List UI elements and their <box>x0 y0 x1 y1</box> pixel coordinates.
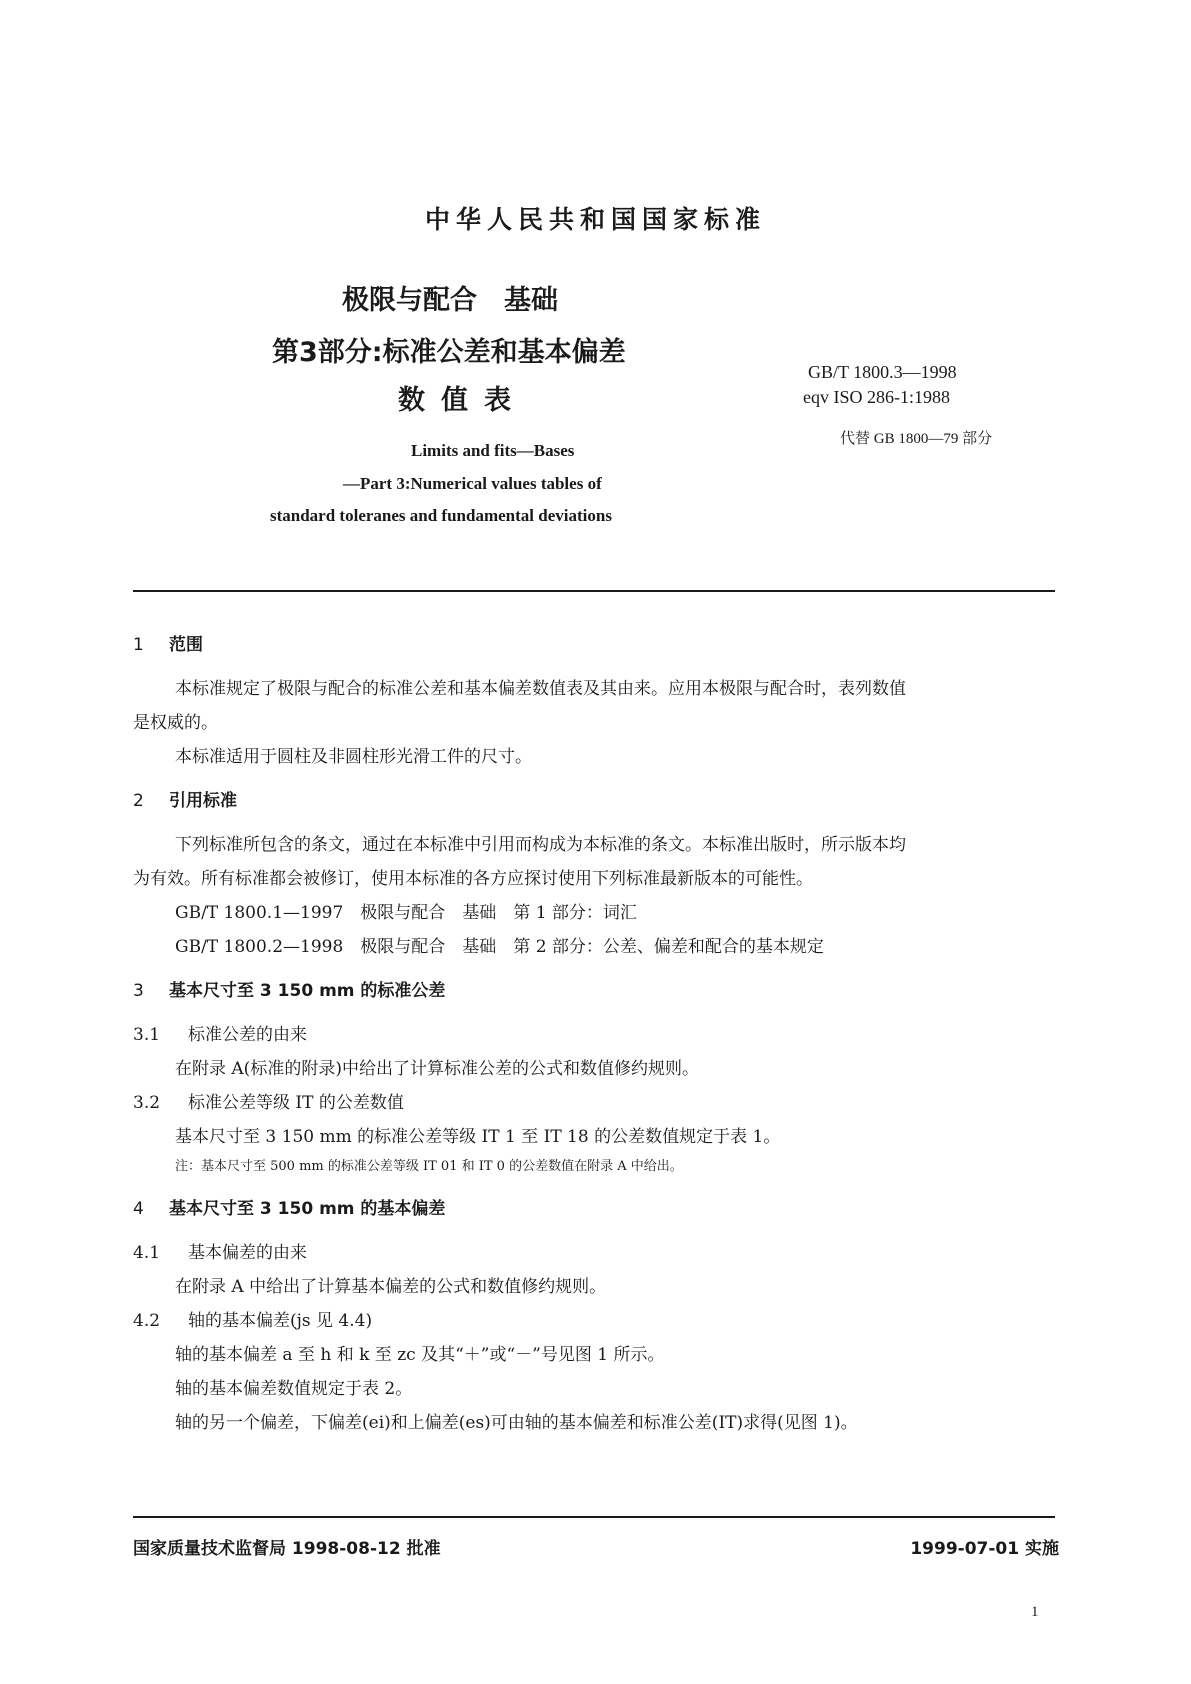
section-number: 1 <box>133 635 144 655</box>
section-2-heading <box>133 786 237 811</box>
national-standard-title: 中华人民共和国国家标准 <box>424 205 766 234</box>
section-4-heading <box>133 1194 445 1219</box>
paragraph: 在附录 A 中给出了计算基本偏差的公式和数值修约规则。 <box>175 1277 607 1297</box>
reference-item: GB/T 1800.2—1998 极限与配合 基础 第 2 部分：公差、偏差和配合的基本规定 <box>175 937 824 957</box>
paragraph: 基本尺寸至 3 150 mm 的标准公差等级 IT 1 至 IT 18 的公差数值规定于表 1。 <box>175 1127 781 1147</box>
subsection-number: 3.2 <box>133 1093 161 1113</box>
section-title: 引用标准 <box>169 791 237 811</box>
subsection-3-1-heading <box>133 1020 307 1045</box>
title-line-2: 第3部分:标准公差和基本偏差 <box>272 337 626 368</box>
effective-date: 1999-07-01 实施 <box>910 1539 1059 1559</box>
subsection-number: 4.2 <box>133 1311 161 1331</box>
standard-code: GB/T 1800.3—1998 <box>808 362 957 382</box>
title-line-3: 数值表 <box>398 385 527 416</box>
subsection-title: 标准公差的由来 <box>188 1025 307 1045</box>
standard-eqv: eqv ISO 286-1:1988 <box>803 387 950 407</box>
subsection-title: 标准公差等级 IT 的公差数值 <box>188 1093 404 1113</box>
paragraph: 轴的基本偏差数值规定于表 2。 <box>175 1379 413 1399</box>
section-number: 3 <box>133 981 144 1001</box>
paragraph: 本标准适用于圆柱及非圆柱形光滑工件的尺寸。 <box>175 747 532 767</box>
section-title: 基本尺寸至 3 150 mm 的基本偏差 <box>169 1199 446 1219</box>
note: 注：基本尺寸至 500 mm 的标准公差等级 IT 01 和 IT 0 的公差数值在附录 A 中给出。 <box>175 1159 683 1174</box>
subsection-title: 轴的基本偏差(js 见 4.4) <box>188 1311 373 1331</box>
paragraph: 在附录 A(标准的附录)中给出了计算标准公差的公式和数值修约规则。 <box>175 1059 699 1079</box>
reference-item: GB/T 1800.1—1997 极限与配合 基础 第 1 部分：词汇 <box>175 903 637 923</box>
subsection-4-2-heading <box>133 1306 372 1331</box>
section-3-heading <box>133 976 445 1001</box>
approval-info: 国家质量技术监督局 1998-08-12 批准 <box>133 1539 441 1559</box>
paragraph: 本标准规定了极限与配合的标准公差和基本偏差数值表及其由来。应用本极限与配合时，表列数值 <box>175 679 906 699</box>
subsection-number: 3.1 <box>133 1025 161 1045</box>
english-title-line-3: standard toleranes and fundamental deviations <box>270 506 612 525</box>
section-number: 4 <box>133 1199 144 1219</box>
paragraph: 是权威的。 <box>133 713 218 733</box>
section-number: 2 <box>133 791 144 811</box>
english-title-line-1: Limits and fits—Bases <box>411 441 575 460</box>
paragraph: 下列标准所包含的条文，通过在本标准中引用而构成为本标准的条文。本标准出版时，所示版本均 <box>175 835 906 855</box>
paragraph: 轴的另一个偏差，下偏差(ei)和上偏差(es)可由轴的基本偏差和标准公差(IT)求得(见图 1)。 <box>175 1413 858 1433</box>
title-line-1: 极限与配合 基础 <box>342 285 558 316</box>
subsection-title: 基本偏差的由来 <box>188 1243 307 1263</box>
paragraph: 为有效。所有标准都会被修订，使用本标准的各方应探讨使用下列标准最新版本的可能性。 <box>133 869 813 889</box>
subsection-3-2-heading <box>133 1088 404 1113</box>
section-1-heading <box>133 630 203 655</box>
subsection-4-1-heading <box>133 1238 307 1263</box>
subsection-number: 4.1 <box>133 1243 161 1263</box>
english-title-line-2: —Part 3:Numerical values tables of <box>343 474 602 493</box>
bottom-divider <box>133 1516 1055 1518</box>
page-number: 1 <box>1031 1604 1039 1620</box>
top-divider <box>133 590 1055 592</box>
standard-replaces: 代替 GB 1800—79 部分 <box>840 431 993 447</box>
section-title: 基本尺寸至 3 150 mm 的标准公差 <box>169 981 446 1001</box>
section-title: 范围 <box>169 635 203 655</box>
paragraph: 轴的基本偏差 a 至 h 和 k 至 zc 及其“＋”或“－”号见图 1 所示。 <box>175 1345 665 1365</box>
